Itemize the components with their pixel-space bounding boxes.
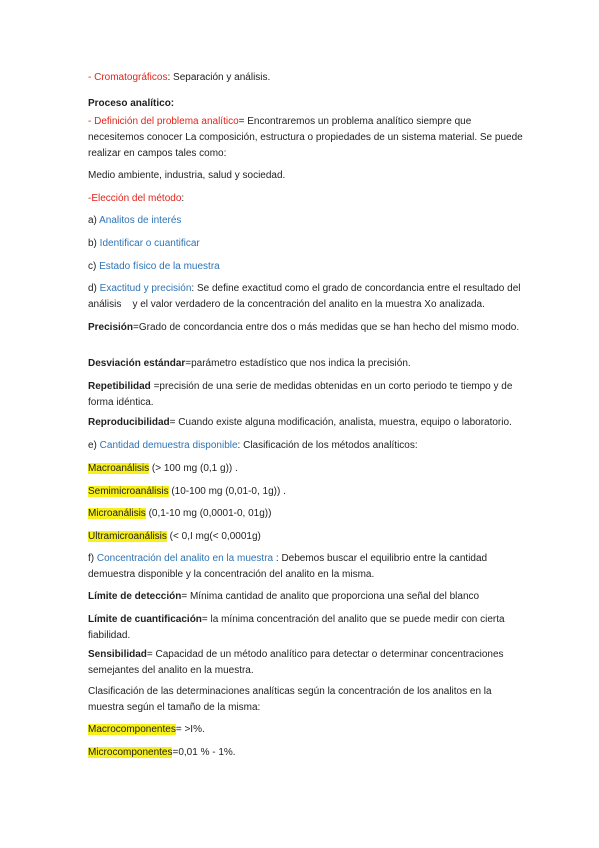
- term-identificar: Identificar o cuantificar: [99, 238, 200, 249]
- term-precision: Precisión: [88, 322, 134, 333]
- term-exactitud: Exactitud y precisión: [99, 283, 192, 294]
- dash: -: [88, 193, 92, 204]
- item-letter: a): [88, 215, 100, 226]
- paragraph-medio-ambiente: Medio ambiente, industria, salud y sociedad.: [88, 170, 286, 181]
- term-eleccion-metodo: Elección del método: [91, 193, 182, 204]
- term-ultramicroanalisis: Ultramicroanálisis: [88, 531, 167, 542]
- term-analitos: Analitos de interés: [99, 215, 182, 226]
- paragraph-cromatograficos: [88, 70, 528, 86]
- term-limite-deteccion: Límite de detección: [88, 591, 182, 602]
- text: (> 100 mg (0,1 g)) .: [149, 463, 238, 474]
- paragraph-sensibilidad: [88, 647, 528, 679]
- text: = Capacidad de un método analítico para detectar o determinar concentraciones semejantes del analito en la muestra.: [88, 649, 504, 676]
- paragraph-eleccion-metodo: [88, 191, 528, 207]
- paragraph-precision: [88, 320, 528, 336]
- text: : Clasificación de los métodos analíticos:: [237, 440, 418, 451]
- term-desviacion: Desviación estándar: [88, 358, 186, 369]
- text: =Grado de concordancia entre dos o más medidas que se han hecho del mismo modo.: [133, 322, 520, 333]
- term-concentracion: Concentración del analito en la muestra: [96, 553, 274, 564]
- text: = Encontraremos un problema analítico siempre que necesitemos conocer La composición, estructura o propiedades de un sistema material. Se puede realizar en campos tales como:: [88, 116, 523, 159]
- paragraph-reproducibilidad: [88, 415, 528, 431]
- paragraph-microanalisis: [88, 506, 528, 522]
- paragraph-limite-cuantificacion: [88, 612, 528, 644]
- paragraph-limite-deteccion: [88, 589, 528, 605]
- term-macrocomponentes: Macrocomponentes: [88, 724, 176, 735]
- term-definicion-problema: Definición del problema analítico: [94, 116, 239, 127]
- text: (0,1-10 mg (0,0001-0, 01g)): [145, 508, 272, 519]
- item-letter: b): [88, 238, 100, 249]
- term-limite-cuantificacion: Límite de cuantificación: [88, 614, 202, 625]
- text: :: [181, 193, 185, 204]
- term-cromatograficos: Cromatográficos: [94, 72, 168, 83]
- paragraph-macrocomponentes: [88, 722, 528, 738]
- item-a: [88, 213, 528, 229]
- paragraph-repetibilidad: [88, 379, 528, 411]
- dash: -: [88, 72, 95, 83]
- term-repetibilidad: Repetibilidad: [88, 381, 151, 392]
- item-letter: f): [88, 553, 97, 564]
- text: : Separación y análisis.: [167, 72, 271, 83]
- item-letter: c): [88, 261, 100, 272]
- text: : Se define exactitud como el grado de concordancia entre el resultado del análisis y el valor verdadero de la concentración del analito en la muestra Xo analizada.: [88, 283, 524, 310]
- item-d: [88, 281, 528, 313]
- text: (10-100 mg (0,01-0, 1g)) .: [168, 486, 286, 497]
- term-macroanalisis: Macroanálisis: [88, 463, 150, 474]
- term-estado-fisico: Estado físico de la muestra: [99, 261, 220, 272]
- item-e: [88, 438, 528, 454]
- item-letter: d): [88, 283, 100, 294]
- text: =parámetro estadístico que nos indica la precisión.: [185, 358, 411, 369]
- paragraph-desviacion: [88, 356, 528, 372]
- paragraph-ultramicroanalisis: [88, 529, 528, 545]
- term-semimicroanalisis: Semimicroanálisis: [88, 486, 169, 497]
- text: =0,01 % - 1%.: [172, 747, 236, 758]
- dash: -: [88, 116, 95, 127]
- term-sensibilidad: Sensibilidad: [88, 649, 147, 660]
- term-cantidad: Cantidad demuestra disponible: [99, 440, 238, 451]
- text: = la mínima concentración del analito que se puede medir con cierta fiabilidad.: [88, 614, 505, 641]
- paragraph-microcomponentes: [88, 745, 528, 761]
- term-reproducibilidad: Reproducibilidad: [88, 417, 170, 428]
- heading-proceso-analitico: Proceso analítico:: [88, 98, 175, 109]
- paragraph-definicion-problema: [88, 114, 528, 162]
- item-f: [88, 551, 528, 583]
- item-c: [88, 259, 528, 275]
- paragraph-semimicroanalisis: [88, 484, 528, 500]
- item-b: [88, 236, 528, 252]
- paragraph-clasificacion: Clasificación de las determinaciones analíticas según la concentración de los analitos en la muestra según el tamaño de la misma:: [88, 686, 492, 713]
- text: = >I%.: [175, 724, 205, 735]
- text: = Cuando existe alguna modificación, analista, muestra, equipo o laboratorio.: [169, 417, 512, 428]
- item-letter: e): [88, 440, 100, 451]
- text: (< 0,I mg(< 0,0001g): [166, 531, 261, 542]
- paragraph-macroanalisis: [88, 461, 528, 477]
- text: =precisión de una serie de medidas obtenidas en un corto periodo te tiempo y de forma idéntica.: [88, 381, 513, 408]
- text: : Debemos buscar el equilibrio entre la cantidad demuestra disponible y la concentración del analito en la misma.: [88, 553, 488, 580]
- term-microcomponentes: Microcomponentes: [88, 747, 173, 758]
- term-microanalisis: Microanálisis: [88, 508, 146, 519]
- text: = Mínima cantidad de analito que proporciona una señal del blanco: [181, 591, 480, 602]
